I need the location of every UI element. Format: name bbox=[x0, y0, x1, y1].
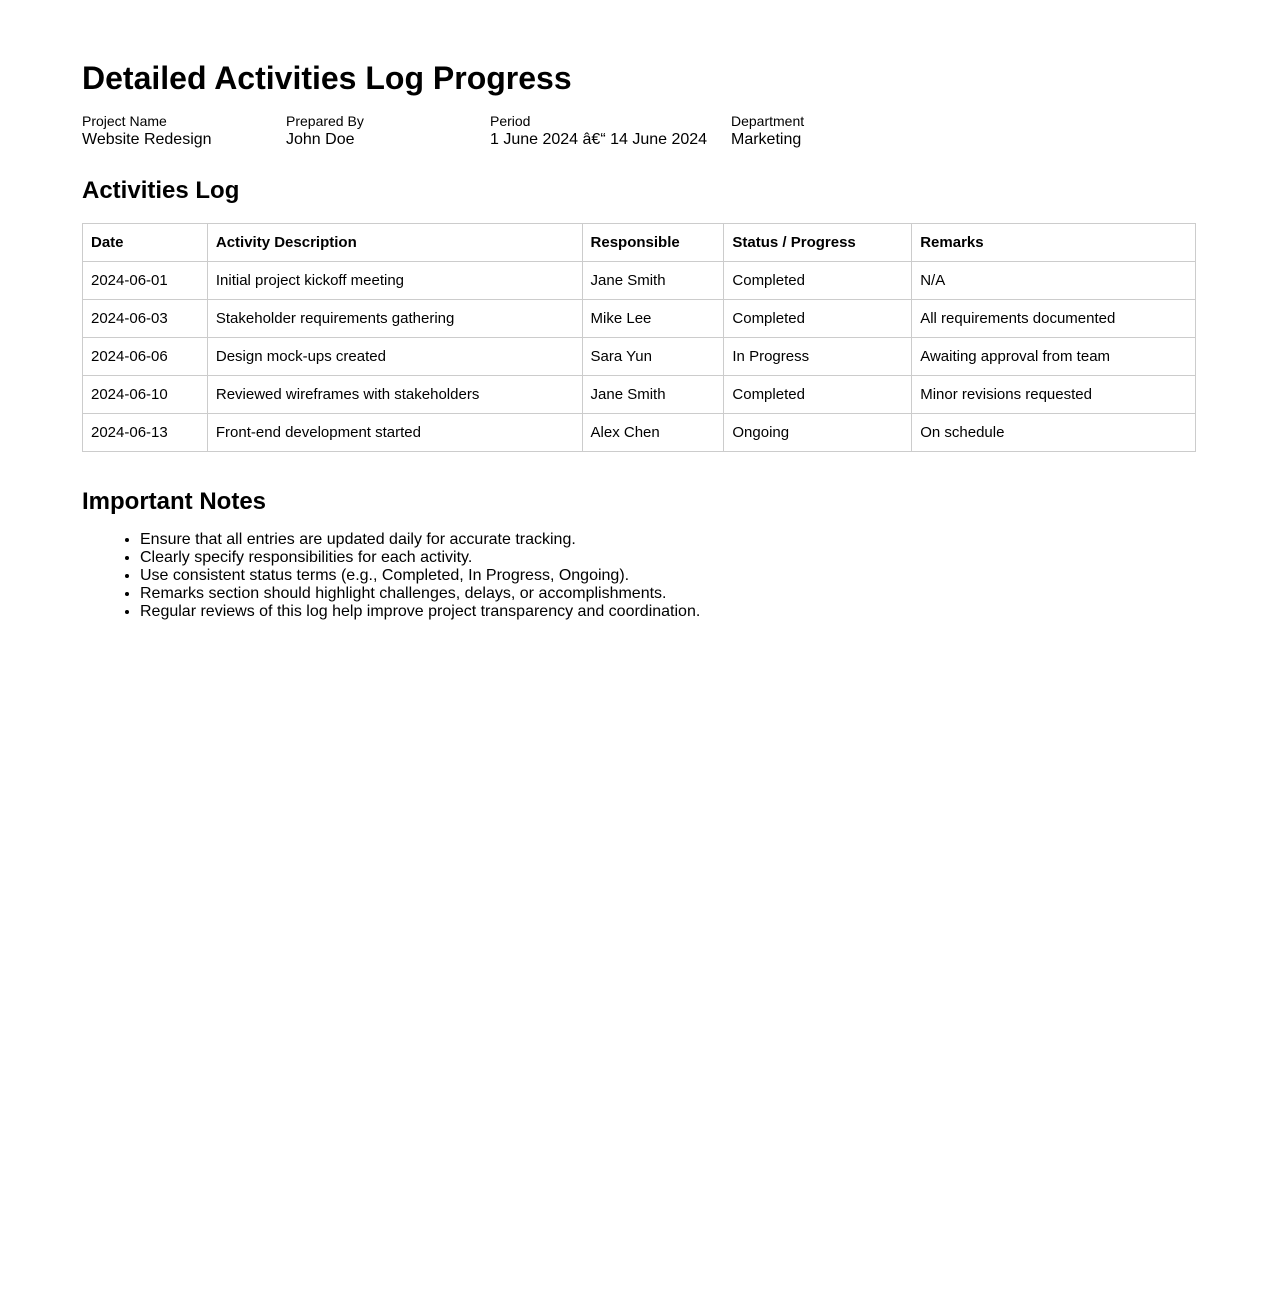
cell-date: 2024-06-10 bbox=[83, 376, 208, 414]
cell-activity: Initial project kickoff meeting bbox=[207, 262, 582, 300]
cell-status: Ongoing bbox=[724, 414, 912, 452]
meta-label: Prepared By bbox=[286, 113, 364, 129]
list-item: • Clearly specify responsibilities for each activity. bbox=[140, 549, 700, 567]
table-row bbox=[83, 300, 1196, 338]
list-item: • Use consistent status terms (e.g., Completed, In Progress, Ongoing). bbox=[140, 567, 700, 585]
table-row bbox=[83, 262, 1196, 300]
cell-remarks: Awaiting approval from team bbox=[912, 338, 1196, 376]
cell-responsible: Alex Chen bbox=[582, 414, 724, 452]
column-header-status: Status / Progress bbox=[724, 224, 912, 262]
cell-remarks: All requirements documented bbox=[912, 300, 1196, 338]
list-item: • Remarks section should highlight challenges, delays, or accomplishments. bbox=[140, 585, 700, 603]
list-item: • Regular reviews of this log help improve project transparency and coordination. bbox=[140, 603, 700, 621]
meta-label: Period bbox=[490, 113, 531, 129]
column-header-date: Date bbox=[83, 224, 208, 262]
activities-heading: Activities Log bbox=[82, 177, 240, 204]
meta-value: 1 June 2024 â€“ 14 June 2024 bbox=[490, 131, 708, 148]
meta-label: Project Name bbox=[82, 113, 167, 129]
table-header-row bbox=[83, 224, 1196, 262]
cell-status: Completed bbox=[724, 376, 912, 414]
project-meta bbox=[82, 112, 851, 149]
cell-activity: Front-end development started bbox=[207, 414, 582, 452]
activities-table bbox=[82, 223, 1196, 452]
cell-activity: Stakeholder requirements gathering bbox=[207, 300, 582, 338]
table-row bbox=[83, 414, 1196, 452]
cell-date: 2024-06-13 bbox=[83, 414, 208, 452]
notes-heading: Important Notes bbox=[82, 488, 267, 515]
cell-remarks: On schedule bbox=[912, 414, 1196, 452]
column-header-remarks: Remarks bbox=[912, 224, 1196, 262]
column-header-activity: Activity Description bbox=[207, 224, 582, 262]
meta-period bbox=[490, 112, 731, 149]
cell-responsible: Mike Lee bbox=[582, 300, 724, 338]
meta-project-name bbox=[82, 112, 286, 149]
meta-value: Marketing bbox=[731, 131, 802, 148]
cell-responsible: Sara Yun bbox=[582, 338, 724, 376]
cell-date: 2024-06-03 bbox=[83, 300, 208, 338]
meta-department bbox=[731, 112, 851, 149]
meta-value: John Doe bbox=[286, 131, 355, 148]
table-row bbox=[83, 376, 1196, 414]
notes-list bbox=[82, 531, 700, 621]
cell-status: In Progress bbox=[724, 338, 912, 376]
cell-activity: Design mock-ups created bbox=[207, 338, 582, 376]
column-header-responsible: Responsible bbox=[582, 224, 724, 262]
page-title: Detailed Activities Log Progress bbox=[82, 60, 572, 96]
cell-status: Completed bbox=[724, 300, 912, 338]
meta-value: Website Redesign bbox=[82, 131, 212, 148]
meta-prepared-by bbox=[286, 112, 490, 149]
cell-activity: Reviewed wireframes with stakeholders bbox=[207, 376, 582, 414]
cell-responsible: Jane Smith bbox=[582, 376, 724, 414]
cell-remarks: Minor revisions requested bbox=[912, 376, 1196, 414]
cell-responsible: Jane Smith bbox=[582, 262, 724, 300]
table-row bbox=[83, 338, 1196, 376]
cell-status: Completed bbox=[724, 262, 912, 300]
list-item: • Ensure that all entries are updated daily for accurate tracking. bbox=[140, 531, 700, 549]
cell-date: 2024-06-01 bbox=[83, 262, 208, 300]
meta-label: Department bbox=[731, 113, 805, 129]
cell-remarks: N/A bbox=[912, 262, 1196, 300]
cell-date: 2024-06-06 bbox=[83, 338, 208, 376]
